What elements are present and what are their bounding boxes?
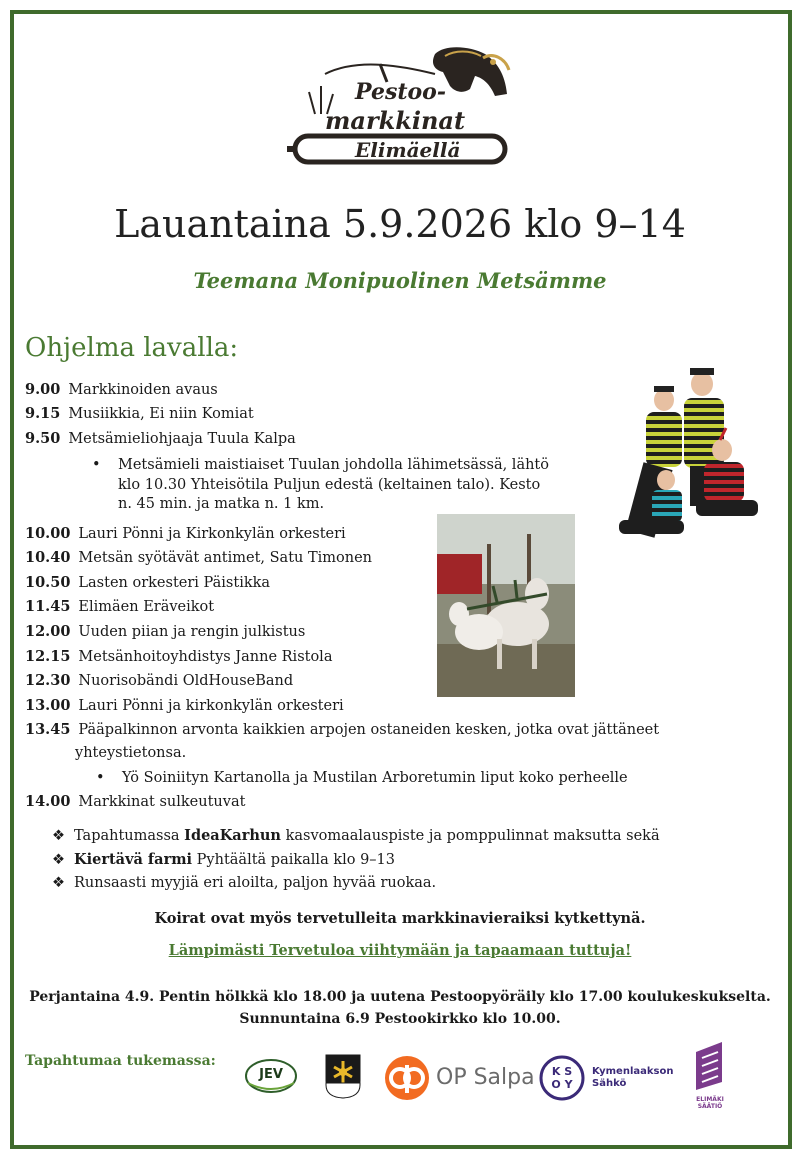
band-photo	[604, 300, 768, 555]
theme-subtitle: Teemana Monipuolinen Metsämme	[193, 268, 607, 293]
goats-photo	[437, 514, 575, 697]
program-text: Metsämieliohjaaja Tuula Kalpa	[68, 431, 296, 447]
program-row: 13.45 Pääpalkinnon arvonta kaikkien arpojen ostaneiden kesken, jotka ovat jättäneet	[25, 721, 660, 738]
elimaki-saatio-logo: ELIMÄKI SÄÄTIÖ	[690, 1040, 730, 1110]
program-row: 12.30 Nuorisobändi OldHouseBand	[25, 672, 294, 689]
program-row: 11.45 Elimäen Eräveikot	[25, 598, 215, 615]
program-row-continuation: yhteystietonsa.	[75, 745, 187, 761]
jev-logo	[244, 1058, 298, 1094]
sub-item-text: Yö Soiniityn Kartanolla ja Mustilan Arboretumin liput koko perheelle	[122, 770, 628, 786]
svg-text:K S: K S	[551, 1065, 573, 1078]
diamond-bullet-icon: ❖	[52, 875, 65, 891]
event-logo	[285, 44, 517, 174]
ksoy-text: Kymenlaakson Sähkö	[592, 1066, 674, 1089]
program-text: Musiikkia, Ei niin Komiat	[68, 406, 254, 422]
bullet-dot-icon: •	[96, 770, 105, 786]
program-row	[25, 430, 296, 447]
program-row: 14.00 Markkinat sulkeutuvat	[25, 793, 246, 810]
feature-bullet: ❖ Runsaasti myyjiä eri aloilta, paljon hyvää ruokaa.	[52, 875, 437, 891]
program-row	[25, 405, 254, 422]
program-row: 12.00 Uuden piian ja rengin julkistus	[25, 623, 306, 640]
logo-line3: Elimäellä	[355, 138, 461, 162]
sponsors-label: Tapahtumaa tukemassa:	[25, 1053, 216, 1069]
program-time: 9.50	[25, 430, 61, 447]
op-salpa-text: OP Salpa	[436, 1065, 535, 1090]
diamond-bullet-icon: ❖	[52, 828, 65, 844]
program-time: 9.15	[25, 405, 61, 422]
svg-text:JEV: JEV	[259, 1067, 283, 1082]
friday-note: Perjantaina 4.9. Pentin hölkkä klo 18.00 ja uutena Pestoopyöräily klo 17.00 koulukeskukselta.	[29, 989, 771, 1005]
coat-of-arms-logo	[324, 1053, 362, 1099]
logo-line2: markkinat	[325, 106, 466, 135]
welcome-note: Lämpimästi Tervetuloa viihtymään ja tapaamaan tuttuja!	[168, 942, 632, 959]
program-row	[25, 381, 218, 398]
program-sub-item	[92, 456, 558, 515]
program-time: 9.00	[25, 381, 61, 398]
program-row: 13.00 Lauri Pönni ja kirkonkylän orkesteri	[25, 697, 344, 714]
op-logo-icon	[384, 1055, 430, 1101]
program-row: 12.15 Metsänhoitoyhdistys Janne Ristola	[25, 648, 333, 665]
feature-bullet: ❖ Tapahtumassa IdeaKarhun kasvomaalauspiste ja pomppulinnat maksutta sekä	[52, 827, 660, 844]
program-text: Markkinoiden avaus	[68, 382, 218, 398]
sunday-note: Sunnuntaina 6.9 Pestookirkko klo 10.00.	[239, 1011, 561, 1027]
program-heading: Ohjelma lavalla:	[25, 333, 239, 363]
logo-line1: Pestoo-	[355, 79, 446, 105]
program-sub-item	[96, 769, 682, 789]
feature-bullet: ❖ Kiertävä farmi Pyhtäältä paikalla klo 9–13	[52, 851, 396, 868]
diamond-bullet-icon: ❖	[52, 852, 65, 868]
program-row: 10.00 Lauri Pönni ja Kirkonkylän orkesteri	[25, 525, 346, 542]
sub-item-text: Metsämieli maistiaiset Tuulan johdolla lähimetsässä, lähtö klo 10.30 Yhteisötila Puljun edestä (keltainen talo). Kesto n. 45 min. ja matka n. 1 km.	[118, 457, 549, 512]
ksoy-logo-icon	[538, 1054, 586, 1102]
bullet-dot-icon: •	[92, 457, 101, 473]
program-row: 10.40 Metsän syötävät antimet, Satu Timonen	[25, 549, 373, 566]
page-title: Lauantaina 5.9.2026 klo 9–14	[114, 202, 686, 246]
svg-text:O Y: O Y	[551, 1078, 573, 1091]
program-row: 10.50 Lasten orkesteri Päistikka	[25, 574, 271, 591]
dogs-note: Koirat ovat myös tervetulleita markkinavieraiksi kytkettynä.	[154, 910, 646, 927]
